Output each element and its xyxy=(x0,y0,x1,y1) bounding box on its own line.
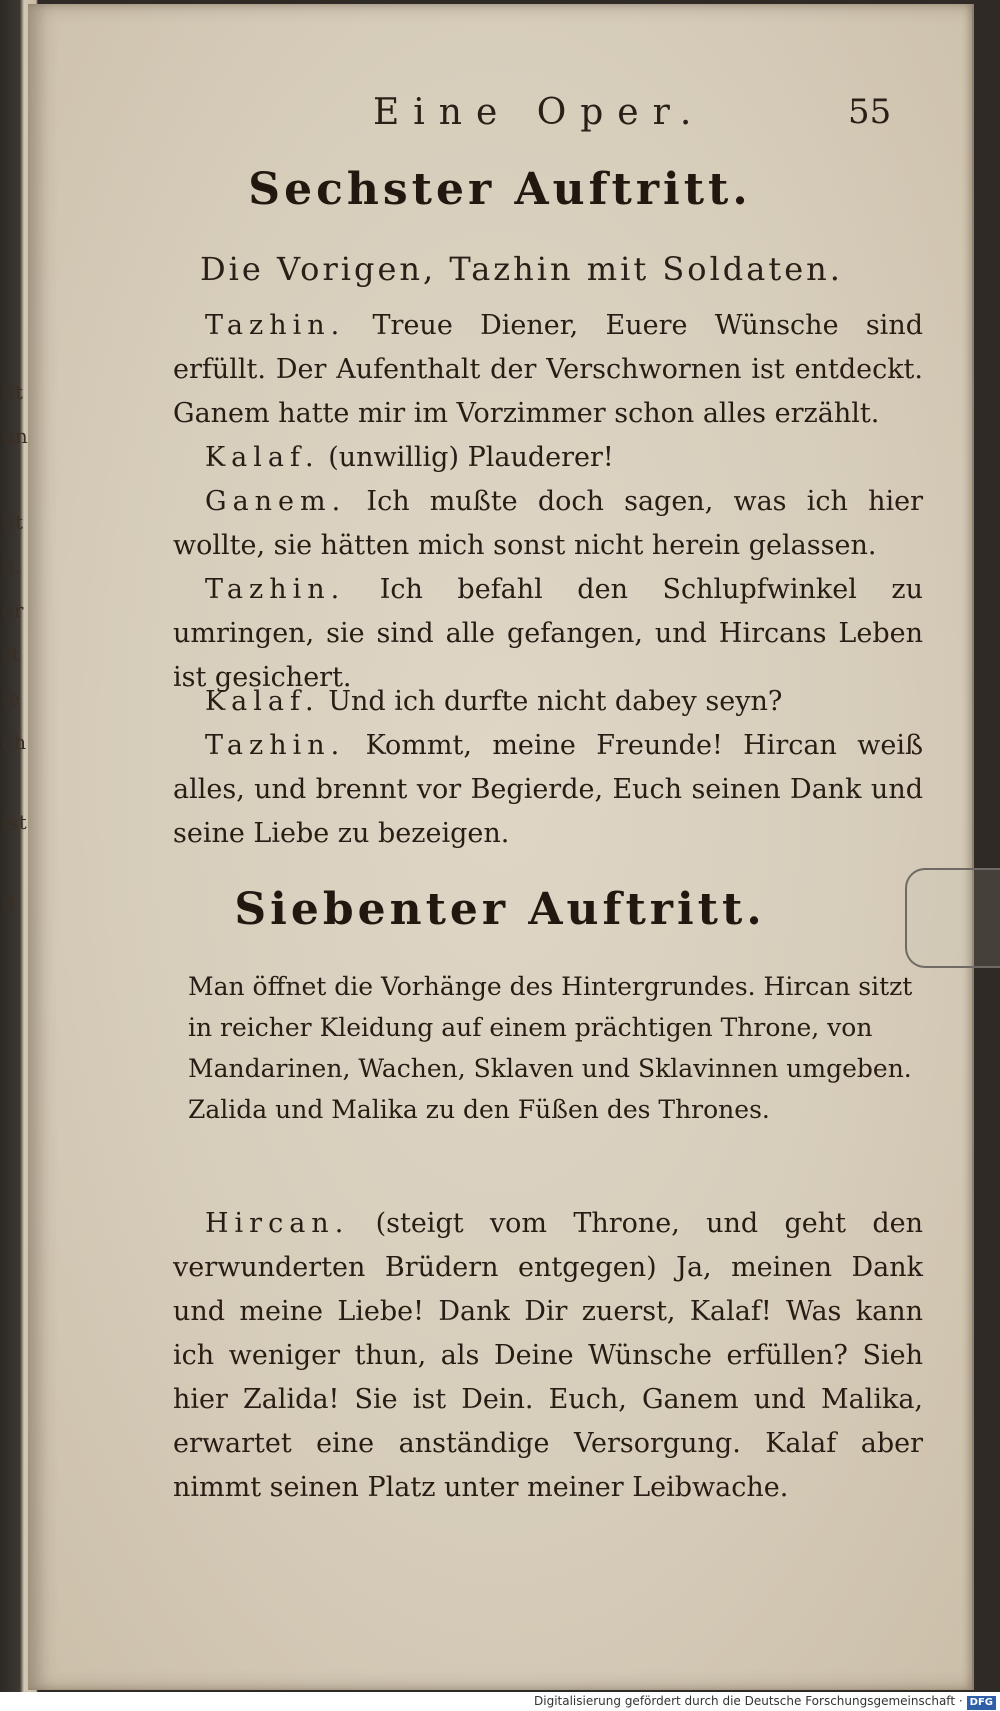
fragment: ie xyxy=(2,686,21,710)
fragment: rt xyxy=(2,642,20,666)
fragment: ch xyxy=(2,730,27,754)
dialogue-text: Und ich durfte nicht dabey seyn? xyxy=(328,686,783,717)
facing-page-fragments xyxy=(0,380,26,1200)
fragment: h. xyxy=(2,554,22,578)
dialogue-paragraph xyxy=(173,1202,923,1510)
dialogue-text: Ich mußte doch sagen, was ich hier wollte, sie hätten mich sonst nicht herein gelassen. xyxy=(173,486,923,561)
footer-credit: Digitalisierung gefördert durch die Deutsche Forschungsgemeinschaft · xyxy=(534,1694,963,1708)
scene-6-title: Sechster Auftritt. xyxy=(248,164,752,215)
dialogue-text: Treue Diener, Euere Wünsche sind erfüllt. Der Aufenthalt der Verschwornen ist entdeckt. Ganem hatte mir im Vorzimmer schon alles erzählt. xyxy=(173,310,923,429)
book-page xyxy=(28,4,974,1690)
speaker-name: Tazhin. xyxy=(205,730,346,761)
speaker-name: Kalaf. xyxy=(205,686,320,717)
dialogue-paragraph xyxy=(173,480,923,568)
page-number: 55 xyxy=(848,92,892,132)
speaker-name: Kalaf. xyxy=(205,442,320,473)
scene-6-cast: Die Vorigen, Tazhin mit Soldaten. xyxy=(200,250,843,288)
dialogue-text: Ich befahl den Schlupfwinkel zu umringen, sie sind alle gefangen, und Hircans Leben ist gesichert. xyxy=(173,574,923,693)
dialogue-text: Kommt, meine Freunde! Hircan weiß alles, und brennt vor Begierde, Euch seinen Dank und seine Liebe zu bezeigen. xyxy=(173,730,923,849)
speaker-name: Tazhin. xyxy=(205,574,346,605)
speaker-name: Tazhin. xyxy=(205,310,346,341)
running-title: Eine Oper. xyxy=(373,92,706,133)
fragment: ht xyxy=(2,510,23,534)
page-header xyxy=(28,92,972,142)
dialogue-paragraph xyxy=(173,680,923,724)
fragment: ist xyxy=(2,810,27,834)
speaker-name: Ganem. xyxy=(205,486,347,517)
fragment: ht xyxy=(2,380,23,404)
dialogue-text: (steigt vom Throne, und geht den verwunderten Brüdern entgegen) Ja, meinen Dank und meine Liebe! Dank Dir zuerst, Kalaf! Was kann ich weniger thun, als Deine Wünsche erfüllen? Sieh hier Zalida! Sie ist Dein. Euch, Ganem und Malika, erwartet eine anständige Versorgung. Kalaf aber nimmt seinen Platz unter meiner Leibwache. xyxy=(173,1208,923,1503)
stage-direction: Man öffnet die Vorhänge des Hintergrundes. Hircan sitzt in reicher Kleidung auf einem prächtigen Throne, von Mandarinen, Wachen, Sklaven und Sklavinnen umgeben. Zalida und Malika zu den Füßen des Thrones. xyxy=(188,972,913,1124)
fragment: er xyxy=(2,598,24,622)
page-clip xyxy=(905,868,1000,968)
dialogue-paragraph xyxy=(173,436,923,480)
scene-7-title: Siebenter Auftritt. xyxy=(234,884,766,935)
dialogue-text: (unwillig) Plauderer! xyxy=(328,442,614,473)
dfg-logo-icon: DFG xyxy=(967,1696,996,1710)
fragment: d xyxy=(2,890,15,914)
speaker-name: Hircan. xyxy=(205,1208,350,1239)
fragment: un xyxy=(2,424,28,448)
dialogue-paragraph xyxy=(173,304,923,436)
dialogue-paragraph xyxy=(173,724,923,856)
digitization-footer xyxy=(0,1692,1000,1711)
